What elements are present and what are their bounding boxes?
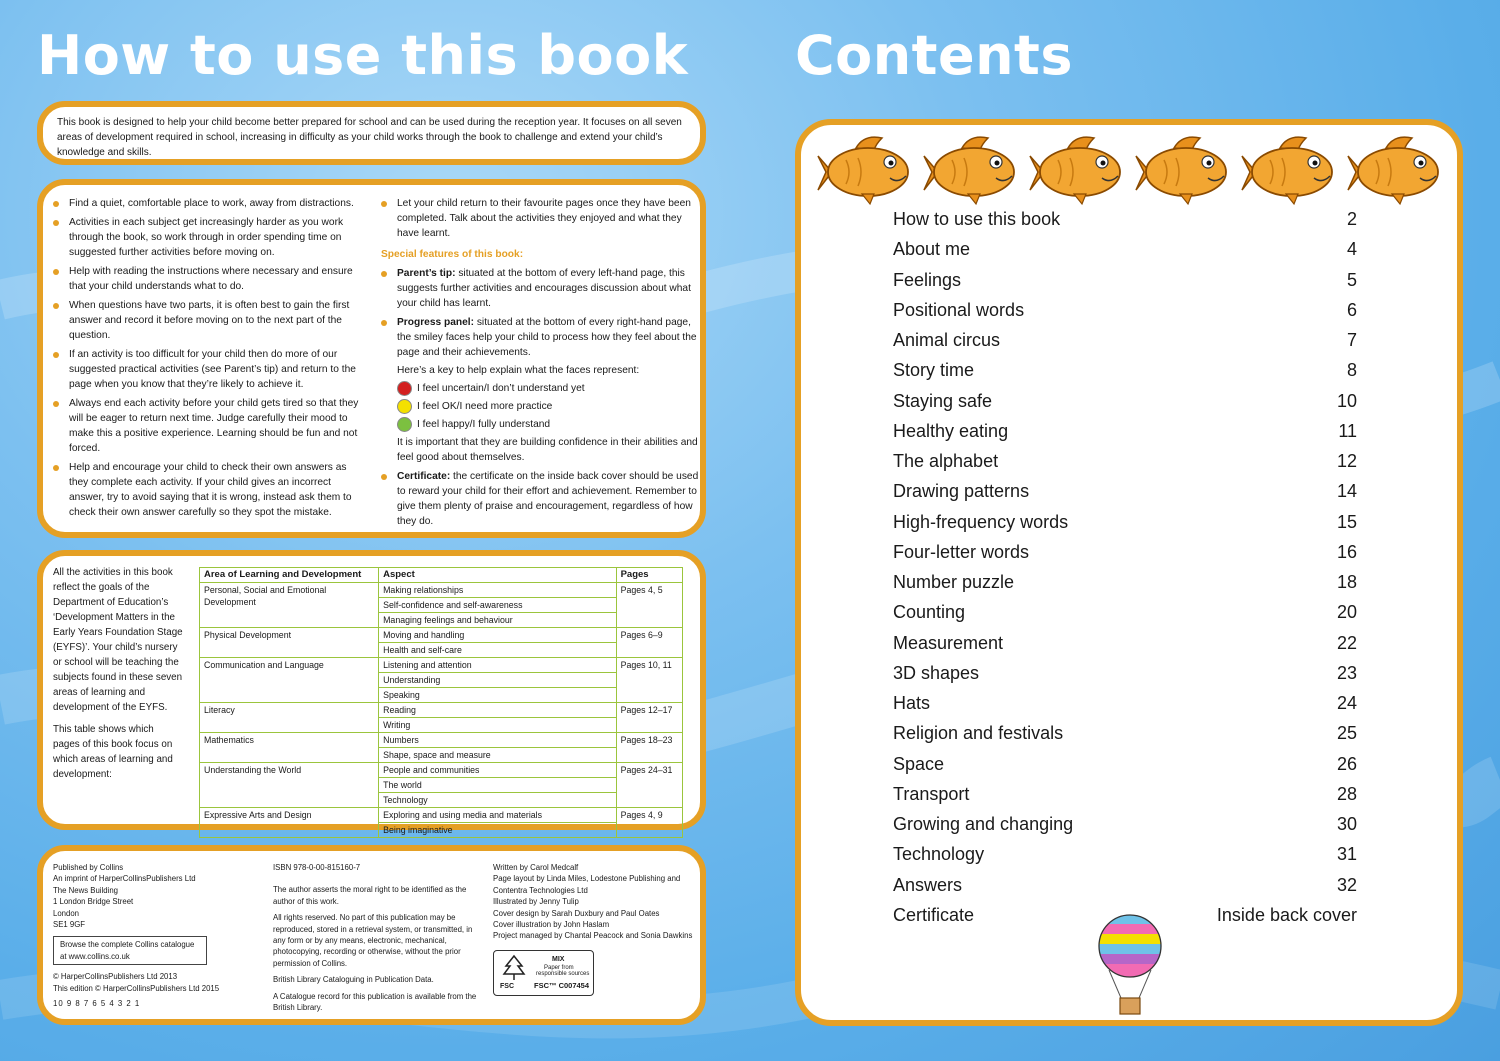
contents-entry-title: Staying safe xyxy=(893,390,993,411)
tips-right-column xyxy=(381,196,701,533)
aspect-cell: Moving and handling xyxy=(379,628,616,643)
aspect-cell: Writing xyxy=(379,718,616,733)
tip-item: Activities in each subject get increasingly harder as you work through the book, so work through in order spending time on suggested further activities before moving on. xyxy=(53,215,367,260)
contents-entry-page: 15 xyxy=(1336,511,1357,532)
publisher-line: London xyxy=(53,908,80,918)
contents-entry-title: Hats xyxy=(893,693,931,713)
area-cell: Understanding the World xyxy=(200,763,379,808)
fish-2-icon xyxy=(924,137,1014,204)
table-header-area: Area of Learning and Development xyxy=(200,568,379,583)
print-line: 10 9 8 7 6 5 4 3 2 1 xyxy=(53,999,141,1009)
contents-entry[interactable] xyxy=(893,602,1357,623)
table-header-aspect: Aspect xyxy=(379,568,616,583)
certificate-label: Certificate: xyxy=(397,471,451,482)
neutral-face-icon xyxy=(397,399,412,414)
fish-3-icon xyxy=(1030,137,1120,204)
contents-entry-page: 31 xyxy=(1336,844,1357,865)
aspect-cell: The world xyxy=(379,778,616,793)
contents-entry-title: Number puzzle xyxy=(893,572,1015,592)
face-key-text: I feel OK/I need more practice xyxy=(417,401,553,412)
cip-line: British Library Cataloguing in Publication Data. xyxy=(273,975,434,985)
fsc-logo-box xyxy=(493,950,594,996)
table-row xyxy=(200,808,683,823)
aspect-cell: Reading xyxy=(379,703,616,718)
fsc-logo-text: FSC xyxy=(500,982,514,990)
contents-entry-page: 10 xyxy=(1336,390,1357,411)
contents-entry-title: About me xyxy=(893,239,971,260)
credit-line: Project managed by Chantal Peacock and Sonia Dawkins xyxy=(493,931,693,941)
tip-item: Find a quiet, comfortable place to work, away from distractions. xyxy=(53,196,367,211)
special-features-title: Special features of this book: xyxy=(381,249,524,260)
copyright-line: © HarperCollinsPublishers Ltd 2013 xyxy=(53,972,178,982)
tip-item: Help and encourage your child to check their own answers as they complete each activity. If your child gives an incorrect answer, try to avoid saying that it is wrong, instead ask them to check their own answer carefully so they spot the mistake. xyxy=(53,460,367,520)
contents-entry-page: Inside back cover xyxy=(1216,904,1357,925)
contents-entry[interactable] xyxy=(893,300,1357,321)
tip-item: If an activity is too difficult for your child then do more of our suggested practical activities (see Parent’s tip) and return to the page when you know that they’re likely to achieve it. xyxy=(53,347,367,392)
tip-favourite-pages: Let your child return to their favourite pages once they have been completed. Talk about the activities they enjoyed and what they have learnt. xyxy=(381,196,701,241)
isbn: ISBN 978-0-00-815160-7 xyxy=(273,863,361,872)
fsc-code: FSC™ C007454 xyxy=(534,980,590,990)
certificate-item xyxy=(381,469,701,529)
aspect-cell: People and communities xyxy=(379,763,616,778)
contents-entry-page: 5 xyxy=(1346,269,1357,290)
pages-cell: Pages 4, 9 xyxy=(616,808,682,838)
parents-tip-text: situated at the bottom of every left-hand page, this suggests further activities and encourages discussion about what your child has learnt. xyxy=(397,268,691,309)
contents-entry-page: 7 xyxy=(1346,330,1357,350)
tips-left-column xyxy=(53,196,367,524)
tips-list xyxy=(53,196,367,520)
contents-entry[interactable] xyxy=(893,693,1357,714)
aspect-cell: Listening and attention xyxy=(379,658,616,673)
intro-text: This book is designed to help your child become better prepared for school and can be used during the reception year. It focuses on all seven areas of development required in school, increasing in difficulty as your child works through the book to challenge and extend your child’s knowledge and skills. xyxy=(57,117,682,158)
aspect-cell: Making relationships xyxy=(379,583,616,598)
fsc-line-1: Paper from xyxy=(544,964,574,971)
contents-entry[interactable] xyxy=(893,875,1357,896)
contents-entry-page: 14 xyxy=(1336,481,1357,502)
contents-entry-title: Transport xyxy=(893,783,970,804)
parents-tip-label: Parent’s tip: xyxy=(397,268,456,279)
area-cell: Physical Development xyxy=(200,628,379,658)
tip-item: Help with reading the instructions where necessary and ensure that your child understands what to do. xyxy=(53,264,367,294)
contents-entry-page: 24 xyxy=(1336,693,1357,713)
pages-cell: Pages 4, 5 xyxy=(616,583,682,628)
contents-entry-title: Healthy eating xyxy=(893,420,1009,441)
confidence-text: It is important that they are building confidence in their abilities and feel good about themselves. xyxy=(397,437,698,463)
contents-entry-page: 22 xyxy=(1336,632,1357,653)
credits-column xyxy=(493,862,693,996)
aspect-cell: Understanding xyxy=(379,673,616,688)
contents-entry-title: 3D shapes xyxy=(893,662,980,683)
contents-entry-page: 18 xyxy=(1336,572,1357,592)
credit-line: Cover design by Sarah Duxbury and Paul Oates xyxy=(493,908,660,918)
progress-label: Progress panel: xyxy=(397,317,474,328)
contents-entry[interactable] xyxy=(893,512,1357,533)
contents-entry-page: 8 xyxy=(1346,360,1357,381)
contents-entry-title: The alphabet xyxy=(893,451,999,471)
aspect-cell: Managing feelings and behaviour xyxy=(379,613,616,628)
contents-entry[interactable] xyxy=(893,814,1357,835)
area-cell: Mathematics xyxy=(200,733,379,763)
contents-entry-page: 11 xyxy=(1338,420,1357,441)
contents-entry[interactable] xyxy=(893,209,1357,230)
contents-entry-title: Answers xyxy=(893,874,963,895)
contents-entry-title: Feelings xyxy=(893,269,962,290)
table-row xyxy=(200,658,683,673)
contents-entry-title: Religion and festivals xyxy=(893,723,1064,744)
contents-entry-title: Space xyxy=(893,753,945,774)
tip-item: When questions have two parts, it is often best to gain the first answer and record it before moving on to the next part of the question. xyxy=(53,298,367,343)
hot-air-balloon-icon xyxy=(1095,912,1165,1018)
table-row xyxy=(200,703,683,718)
contents-entry-page: 32 xyxy=(1336,874,1357,895)
contents-entry[interactable] xyxy=(893,360,1357,381)
face-key-text: I feel uncertain/I don’t understand yet xyxy=(417,383,585,394)
progress-panel-item xyxy=(381,315,701,465)
fish-5-icon xyxy=(1242,137,1332,204)
contents-entry[interactable] xyxy=(893,844,1357,865)
contents-entry-title: High-frequency words xyxy=(893,511,1069,532)
aspect-cell: Health and self-care xyxy=(379,643,616,658)
table-row xyxy=(200,583,683,598)
contents-entry-page: 26 xyxy=(1336,753,1357,774)
contents-entry[interactable] xyxy=(893,633,1357,654)
pages-cell: Pages 10, 11 xyxy=(616,658,682,703)
table-row xyxy=(200,763,683,778)
contents-entry[interactable] xyxy=(893,451,1357,472)
area-cell: Literacy xyxy=(200,703,379,733)
pages-cell: Pages 6–9 xyxy=(616,628,682,658)
pages-cell: Pages 12–17 xyxy=(616,703,682,733)
publisher-line: Published by Collins xyxy=(53,863,124,872)
contents-entry[interactable] xyxy=(893,784,1357,805)
contents-entry-title: Positional words xyxy=(893,299,1025,320)
contents-entry[interactable] xyxy=(893,239,1357,260)
catalogue-record: A Catalogue record for this publication is available from the British Library. xyxy=(273,991,477,1013)
fish-border xyxy=(808,126,1458,216)
pages-cell: Pages 24–31 xyxy=(616,763,682,808)
fish-4-icon xyxy=(1136,137,1226,204)
contents-entry-page: 30 xyxy=(1336,814,1357,834)
face-key xyxy=(397,381,701,432)
aspect-cell: Exploring and using media and materials xyxy=(379,808,616,823)
left-page-title: How to use this book xyxy=(37,24,689,87)
contents-entry-page: 23 xyxy=(1336,662,1357,683)
fsc-mix: MIX xyxy=(552,955,565,963)
contents-entry-page: 28 xyxy=(1336,783,1357,804)
face-key-row xyxy=(397,399,701,414)
contents-entry[interactable] xyxy=(893,481,1357,502)
certificate-text: the certificate on the inside back cover should be used to reward your child for their effort and achievement. Remember to give them plenty of praise and encouragement, regardless of how they do. xyxy=(397,471,699,527)
pages-cell: Pages 18–23 xyxy=(616,733,682,763)
contents-entry-title: Counting xyxy=(893,602,966,623)
aspect-cell: Speaking xyxy=(379,688,616,703)
area-cell: Personal, Social and Emotional Development xyxy=(200,583,379,628)
contents-entry-page: 6 xyxy=(1346,299,1357,320)
fsc-tree-icon xyxy=(500,954,528,984)
contents-entry-title: Certificate xyxy=(893,904,975,925)
contents-entry-title: How to use this book xyxy=(893,209,1061,229)
contents-entry[interactable] xyxy=(893,663,1357,684)
contents-entry[interactable] xyxy=(893,330,1357,351)
rights-column xyxy=(273,862,478,1013)
publishing-panel xyxy=(37,845,706,1025)
face-key-row xyxy=(397,417,701,432)
tip-item: Always end each activity before your child gets tired so that they will be eager to return next time. Judge carefully their mood to make this a positive experience. Learning should be fun and not forced. xyxy=(53,396,367,456)
contents-entry-page: 25 xyxy=(1336,723,1357,744)
publisher-column xyxy=(53,862,253,1009)
parents-tip-item xyxy=(381,266,701,311)
copyright-line: This edition © HarperCollinsPublishers Ltd 2015 xyxy=(53,983,220,993)
catalogue-box: Browse the complete Collins catalogue at www.collins.co.uk xyxy=(53,936,207,965)
contents-entry[interactable] xyxy=(893,270,1357,291)
sad-face-icon xyxy=(397,381,412,396)
tips-panel xyxy=(37,179,706,538)
eyfs-description xyxy=(53,565,183,782)
contents-entry[interactable] xyxy=(893,723,1357,744)
contents-entry-title: Measurement xyxy=(893,632,1004,653)
contents-entry-title: Four-letter words xyxy=(893,541,1030,562)
credit-line: Illustrated by Jenny Tulip xyxy=(493,897,579,907)
credit-line: Page layout by Linda Miles, Lodestone Publishing and Contentra Technologies Ltd xyxy=(493,874,681,895)
contents-entry[interactable] xyxy=(893,542,1357,563)
happy-face-icon xyxy=(397,417,412,432)
contents-entry-title: Technology xyxy=(893,844,985,865)
eyfs-table xyxy=(199,567,683,838)
eyfs-text-2: This table shows which pages of this book focus on which areas of learning and development: xyxy=(53,724,173,780)
eyfs-panel xyxy=(37,550,706,835)
fish-1-icon xyxy=(818,137,908,204)
key-intro: Here’s a key to help explain what the faces represent: xyxy=(397,365,640,376)
contents-entry-page: 12 xyxy=(1336,451,1357,471)
table-row xyxy=(200,628,683,643)
aspect-cell: Numbers xyxy=(379,733,616,748)
publisher-line: 1 London Bridge Street xyxy=(53,897,134,907)
contents-entry-title: Drawing patterns xyxy=(893,481,1030,502)
fsc-line-2: responsible sources xyxy=(536,970,590,977)
aspect-cell: Shape, space and measure xyxy=(379,748,616,763)
rights-statement: All rights reserved. No part of this publication may be reproduced, stored in a retrieval system, or transmitted, in any form or by any means, electronic, mechanical, photocopying, recording or otherwise, without the prior permission of Collins. xyxy=(273,913,473,968)
area-cell: Expressive Arts and Design xyxy=(200,808,379,838)
eyfs-text-1: All the activities in this book reflect the goals of the Department of Education’s ‘Development Matters in the Early Years Foundation Stage (EYFS)’. Your child’s nursery or school will be teaching the subjects found in these seven areas of learning and development of the EYFS. xyxy=(53,567,183,713)
publisher-line: SE1 9GF xyxy=(53,920,86,930)
contents-entry[interactable] xyxy=(893,572,1357,593)
table-row xyxy=(200,733,683,748)
table-header-pages: Pages xyxy=(616,568,682,583)
contents-entry-title: Story time xyxy=(893,360,975,381)
contents-entry-title: Animal circus xyxy=(893,330,1001,350)
intro-panel xyxy=(37,101,706,165)
contents-entry-title: Growing and changing xyxy=(893,814,1074,834)
contents-entry[interactable] xyxy=(893,754,1357,775)
aspect-cell: Being imaginative xyxy=(379,823,616,838)
face-key-row xyxy=(397,381,701,396)
face-key-text: I feel happy/I fully understand xyxy=(417,419,551,430)
fish-6-icon xyxy=(1348,137,1438,204)
progress-text: situated at the bottom of every right-hand page, the smiley faces help your child to process how they feel about the page and their achievements. xyxy=(397,317,697,358)
contents-entry-page: 16 xyxy=(1336,541,1357,562)
contents-entry[interactable] xyxy=(893,421,1357,442)
aspect-cell: Self-confidence and self-awareness xyxy=(379,598,616,613)
credit-line: Cover illustration by John Haslam xyxy=(493,920,610,930)
publisher-line: An imprint of HarperCollinsPublishers Ltd xyxy=(53,874,196,884)
contents-entry-page: 2 xyxy=(1346,209,1357,229)
contents-title: Contents xyxy=(795,24,1074,87)
contents-entry-page: 4 xyxy=(1346,239,1357,260)
contents-entry[interactable] xyxy=(893,391,1357,412)
area-cell: Communication and Language xyxy=(200,658,379,703)
aspect-cell: Technology xyxy=(379,793,616,808)
moral-right: The author asserts the moral right to be identified as the author of this work. xyxy=(273,885,467,906)
publisher-line: The News Building xyxy=(53,885,119,895)
credit-line: Written by Carol Medcalf xyxy=(493,863,579,872)
contents-entry-page: 20 xyxy=(1336,602,1357,623)
